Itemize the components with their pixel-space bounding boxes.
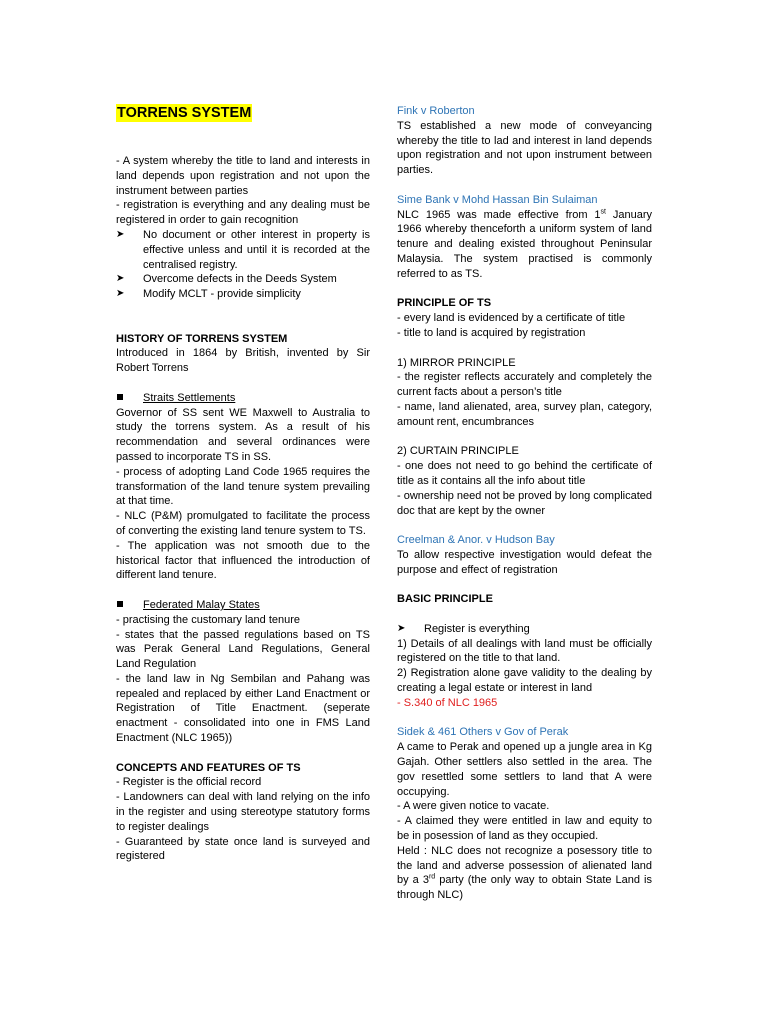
- intro-bullet: [116, 228, 370, 272]
- fms-paragraph: - practising the customary land tenure: [116, 613, 301, 626]
- basic-bullet-text: Register is everything: [424, 622, 530, 635]
- arrow-bullet-icon: ➤: [116, 273, 125, 285]
- registration-text: - registration is everything and any dealing must be registered in order to gain recognition: [116, 199, 370, 227]
- principle-item: - title to land is acquired by registration: [397, 326, 586, 339]
- fms-heading-text: Federated Malay States: [143, 598, 260, 611]
- case-creelman: Creelman & Anor. v Hudson Bay: [397, 534, 555, 547]
- fms-paragraph: - the land law in Ng Sembilan and Pahang was repealed and replaced by either Land Enactment or Registration of Title Enactment. (seperate enactment - consolidated into one in FMS Land Enactment (NLC 1965)): [116, 672, 370, 745]
- curtain-item: - one does not need to go behind the certificate of title as it contains all the info about title: [397, 460, 652, 487]
- sidek-paragraph: - A were given notice to vacate.: [397, 800, 550, 813]
- principle-item: - every land is evidenced by a certificate of title: [397, 312, 626, 325]
- intro-bullet: [116, 287, 370, 302]
- fms-heading: [116, 598, 370, 613]
- curtain-heading: 2) CURTAIN PRINCIPLE: [397, 445, 519, 458]
- mirror-heading: 1) MIRROR PRINCIPLE: [397, 356, 516, 369]
- document-title: TORRENS SYSTEM: [117, 105, 252, 121]
- straits-paragraph: - process of adopting Land Code 1965 requires the transformation of the land tenure system prevailing at that time.: [116, 465, 370, 508]
- square-bullet-icon: [117, 394, 123, 400]
- intro-section: [116, 154, 370, 864]
- straits-paragraph: Governor of SS sent WE Maxwell to Australia to study the torrens system. As a result of his recommendation and several ordinances were passed to incorporate TS in SS.: [116, 406, 370, 463]
- mirror-item: - the register reflects accurately and completely the current facts about a person’s title: [397, 371, 652, 399]
- mirror-item: - name, land alienated, area, survey plan, category, amount rent, encumbrances: [397, 400, 652, 428]
- sidek-paragraph: - A claimed they were entitled in law and equity to be in posession of land as they occupied.: [397, 815, 652, 843]
- right-content: [397, 104, 652, 903]
- statute-reference: - S.340 of NLC 1965: [397, 696, 498, 709]
- concepts-item: - Landowners can deal with land relying on the info in the register and using stereotype statutory forms to register dealings: [116, 791, 370, 833]
- intro-bullet: [116, 272, 370, 287]
- history-heading: HISTORY OF TORRENS SYSTEM: [116, 332, 288, 345]
- case-fink: Fink v Roberton: [397, 105, 475, 117]
- basic-item: 2) Registration alone gave validity to the dealing by creating a legal estate or interest in land: [397, 667, 652, 695]
- fink-text: TS established a new mode of conveyancing whereby the title to lad and interest in land depends upon registration and not upon instrument between parties.: [397, 119, 652, 177]
- square-bullet-icon: [117, 601, 123, 607]
- intro-bullet-text: Modify MCLT - provide simplicity: [143, 288, 301, 301]
- principle-heading: PRINCIPLE OF TS: [397, 297, 492, 310]
- creelman-text: To allow respective investigation would defeat the purpose and effect of registration: [397, 548, 652, 576]
- fms-paragraph: - states that the passed regulations based on TS was Perak General Land Regulations, General Land Regulation: [116, 628, 370, 671]
- straits-heading: [116, 391, 370, 406]
- arrow-bullet-icon: ➤: [116, 288, 125, 300]
- intro-bullet-text: No document or other interest in property is effective unless and until it is recorded at the centralised registry.: [143, 228, 370, 271]
- case-sime-bank: Sime Bank v Mohd Hassan Bin Sulaiman: [397, 193, 598, 206]
- arrow-bullet-icon: ➤: [397, 622, 406, 634]
- intro-bullet-text: Overcome defects in the Deeds System: [143, 273, 337, 286]
- straits-paragraph: - The application was not smooth due to the historical factor that influenced the introduction of different land tenure.: [116, 539, 370, 582]
- basic-heading: BASIC PRINCIPLE: [397, 593, 493, 606]
- definition-text: - A system whereby the title to land and interests in land depends upon registration and not upon the instrument between parties: [116, 155, 370, 197]
- straits-heading-text: Straits Settlements: [143, 391, 236, 404]
- curtain-item: - ownership need not be proved by long complicated doc that are kept by the owner: [397, 489, 652, 517]
- basic-item: 1) Details of all dealings with land must be officially registered on the title to that land.: [397, 637, 652, 665]
- concepts-heading: CONCEPTS AND FEATURES OF TS: [116, 761, 301, 774]
- concepts-item: - Register is the official record: [116, 776, 262, 789]
- straits-paragraph: - NLC (P&M) promulgated to facilitate the process of converting the existing land tenure system to TS.: [116, 510, 370, 537]
- concepts-item: - Guaranteed by state once land is surveyed and registered: [116, 835, 370, 863]
- basic-bullet: [397, 622, 652, 637]
- case-sidek: Sidek & 461 Others v Gov of Perak: [397, 726, 569, 739]
- sidek-held: Held : NLC does not recognize a posessory title to the land and adverse possession of alienated land by a 3rd party (the only way to obtain State Land is through NLC): [397, 844, 652, 902]
- sime-text: NLC 1965 was made effective from 1st January 1966 whereby thenceforth a uniform system of land tenure and dealing existed throughout Peninsular Malaysia. The system practised is commonly referred to as TS.: [397, 207, 652, 280]
- arrow-bullet-icon: ➤: [116, 228, 125, 240]
- sidek-paragraph: A came to Perak and opened up a jungle area in Kg Gajah. Other settlers also settled in the area. The gov resettled some settlers to land that A were occupying.: [397, 741, 652, 798]
- history-intro: Introduced in 1864 by British, invented by Sir Robert Torrens: [116, 347, 370, 375]
